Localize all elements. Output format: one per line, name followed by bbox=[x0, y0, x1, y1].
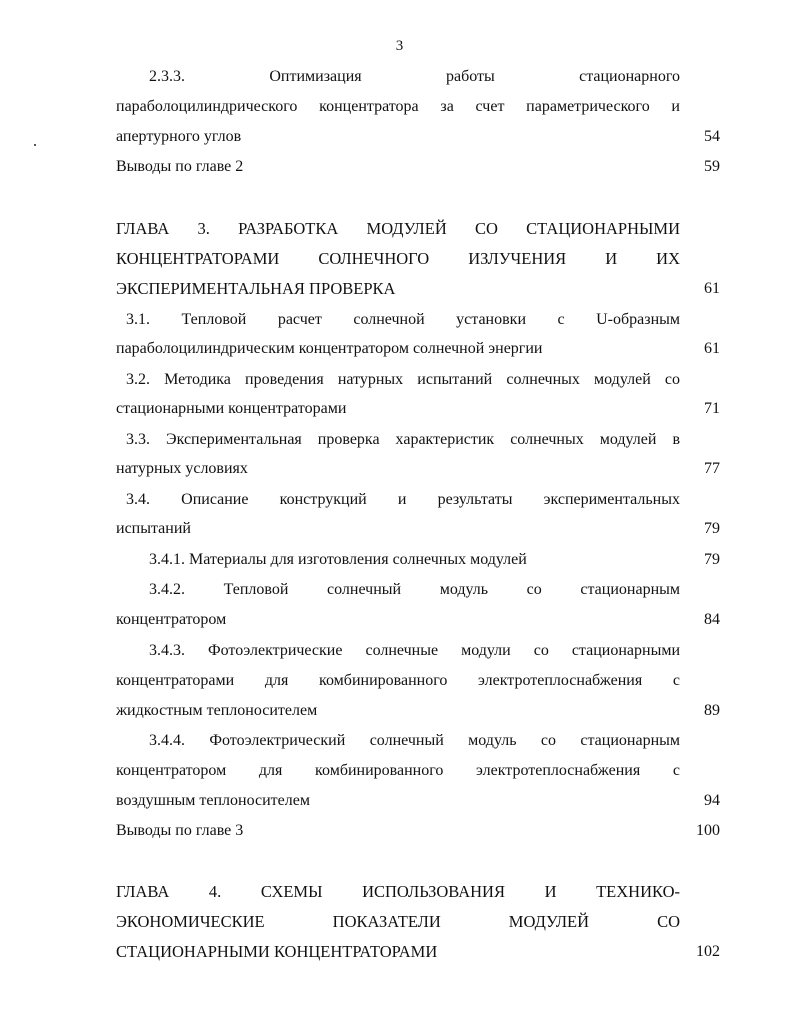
toc-entry-3-4-line1: 3.4. Описание конструкций и результаты экспериментальных bbox=[126, 491, 680, 508]
toc-entry-3-4-3-line2: концентраторами для комбинированного электротеплоснабжения с bbox=[116, 672, 680, 689]
toc-chapter3-line1: ГЛАВА 3. РАЗРАБОТКА МОДУЛЕЙ СО СТАЦИОНАРНЫМИ bbox=[116, 219, 680, 238]
toc-page-3-2: 71 bbox=[704, 400, 720, 417]
toc-page-3-3: 77 bbox=[704, 460, 720, 477]
toc-entry-3-1-line1: 3.1. Тепловой расчет солнечной установки с U-образным bbox=[126, 311, 680, 328]
toc-page-2-3-3: 54 bbox=[704, 128, 720, 145]
toc-page-3-4-1: 79 bbox=[704, 551, 720, 568]
toc-entry-3-4-3-line3: жидкостным теплоносителем bbox=[116, 702, 318, 719]
toc-entry-3-4-2-line1: 3.4.2. Тепловой солнечный модуль со стационарным bbox=[149, 581, 680, 598]
toc-page-3-4-3: 89 bbox=[704, 702, 720, 719]
toc-entry-3-3-line1: 3.3. Экспериментальная проверка характеристик солнечных модулей в bbox=[126, 431, 680, 448]
toc-entry-2-3-3-line2: параболоцилиндрического концентратора за счет параметрического и bbox=[116, 98, 680, 115]
toc-chapter4-line3: СТАЦИОНАРНЫМИ КОНЦЕНТРАТОРАМИ bbox=[116, 942, 438, 961]
toc-page-chapter4: 102 bbox=[696, 943, 720, 960]
toc-page-3-1: 61 bbox=[704, 340, 720, 357]
toc-entry-3-2-line1: 3.2. Методика проведения натурных испытаний солнечных модулей со bbox=[126, 371, 680, 388]
toc-chapter4-line2: ЭКОНОМИЧЕСКИЕ ПОКАЗАТЕЛИ МОДУЛЕЙ СО bbox=[116, 912, 680, 931]
toc-entry-3-4-line2: испытаний bbox=[116, 520, 191, 537]
toc-entry-3-4-1: 3.4.1. Материалы для изготовления солнечных модулей bbox=[149, 551, 527, 568]
toc-page-conclusions-ch2: 59 bbox=[704, 158, 720, 175]
toc-entry-conclusions-ch2: Выводы по главе 2 bbox=[116, 158, 244, 175]
toc-chapter3-line2: КОНЦЕНТРАТОРАМИ СОЛНЕЧНОГО ИЗЛУЧЕНИЯ И ИХ bbox=[116, 249, 680, 268]
toc-entry-3-4-4-line3: воздушным теплоносителем bbox=[116, 792, 310, 809]
toc-entry-3-4-3-line1: 3.4.3. Фотоэлектрические солнечные модули со стационарными bbox=[149, 642, 680, 659]
toc-entry-2-3-3-line3: апертурного углов bbox=[116, 128, 242, 145]
toc-page-3-4-2: 84 bbox=[704, 611, 720, 628]
toc-page-3-4-4: 94 bbox=[704, 792, 720, 809]
scan-speck bbox=[34, 144, 36, 146]
toc-entry-3-1-line2: параболоцилиндрическим концентратором солнечной энергии bbox=[116, 340, 543, 357]
page-number: 3 bbox=[395, 38, 404, 54]
toc-page-3-4: 79 bbox=[704, 520, 720, 537]
toc-entry-conclusions-ch3: Выводы по главе 3 bbox=[116, 822, 244, 839]
toc-page-chapter3: 61 bbox=[704, 280, 720, 297]
toc-chapter4-line1: ГЛАВА 4. СХЕМЫ ИСПОЛЬЗОВАНИЯ И ТЕХНИКО- bbox=[116, 882, 680, 901]
toc-entry-3-2-line2: стационарными концентраторами bbox=[116, 400, 347, 417]
toc-entry-3-4-4-line1: 3.4.4. Фотоэлектрический солнечный модуль со стационарным bbox=[149, 732, 680, 749]
toc-page-conclusions-ch3: 100 bbox=[696, 822, 720, 839]
toc-entry-3-4-4-line2: концентратором для комбинированного электротеплоснабжения с bbox=[116, 762, 680, 779]
toc-entry-3-4-2-line2: концентратором bbox=[116, 611, 227, 628]
toc-entry-3-3-line2: натурных условиях bbox=[116, 460, 248, 477]
toc-chapter3-line3: ЭКСПЕРИМЕНТАЛЬНАЯ ПРОВЕРКА bbox=[116, 279, 396, 298]
toc-entry-2-3-3-line1: 2.3.3. Оптимизация работы стационарного bbox=[149, 68, 680, 85]
